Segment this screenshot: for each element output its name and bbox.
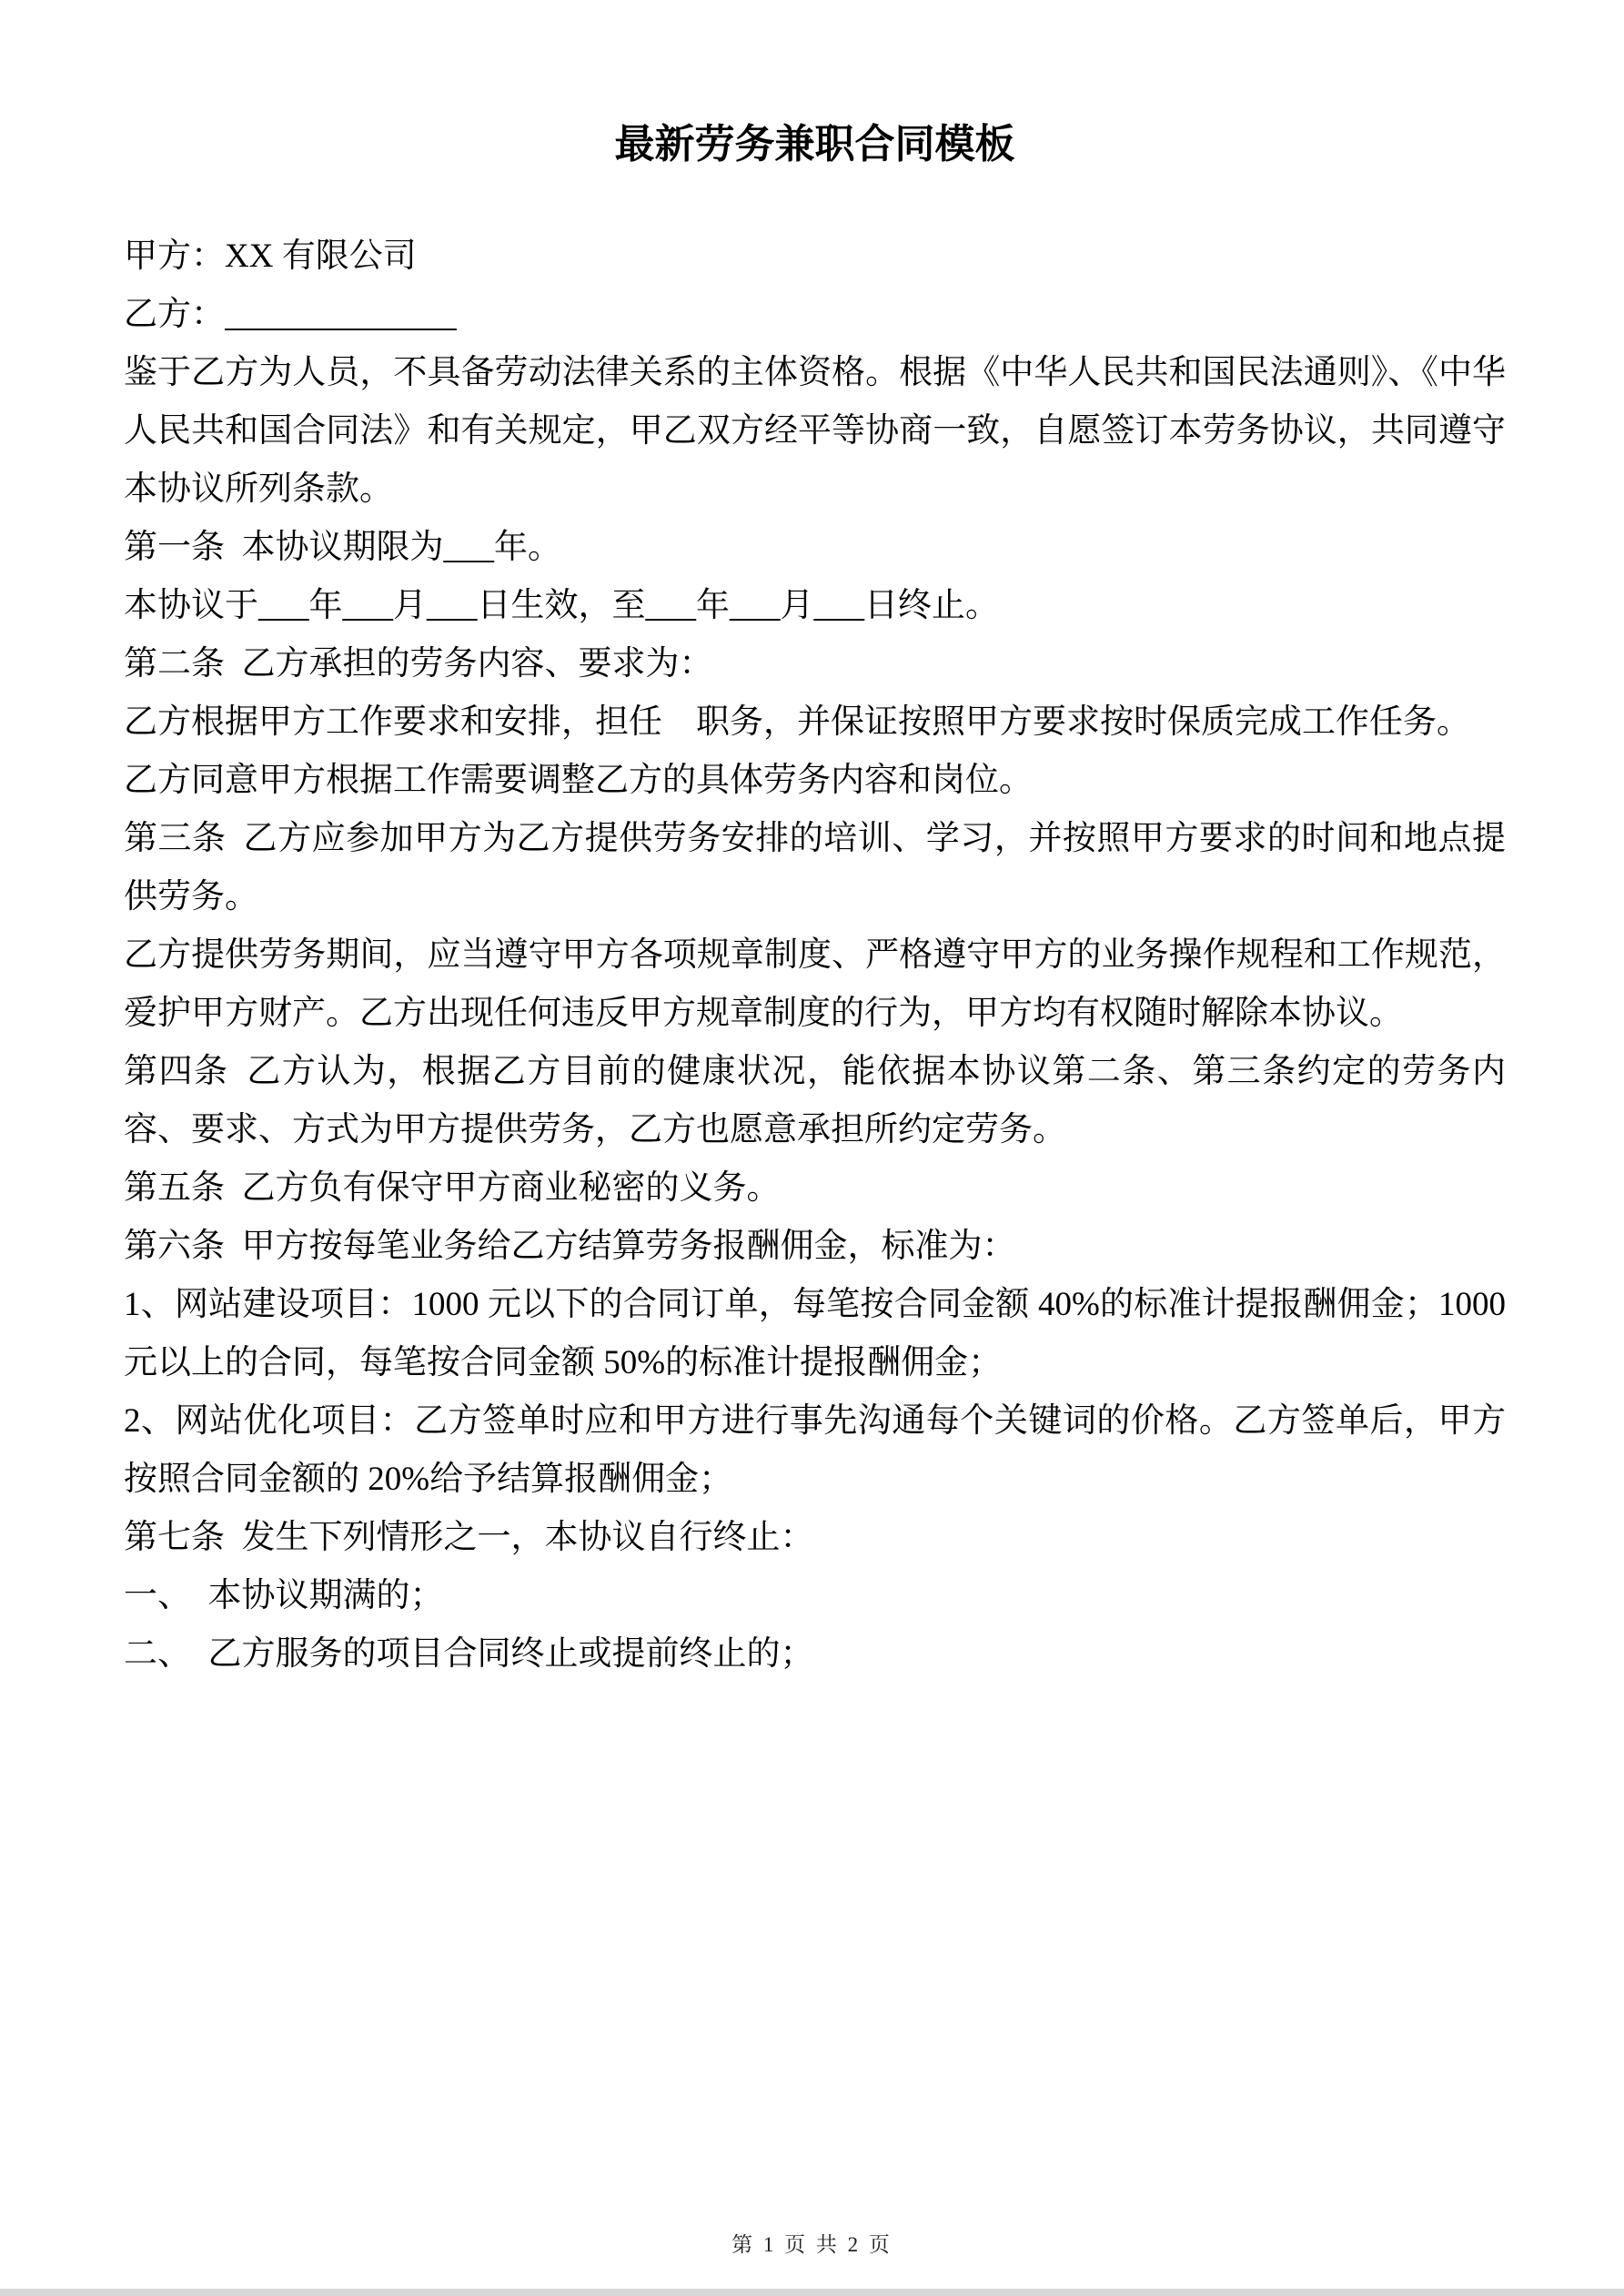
clause-2-heading: 第二条 乙方承担的劳务内容、要求为：	[124, 645, 713, 683]
clause-6-heading: 第六条 甲方按每笔业务给乙方结算劳务报酬佣金，标准为：	[124, 1228, 1016, 1265]
clause-1-heading: 第一条 本协议期限为___年。	[124, 529, 561, 566]
party-a-line: 甲方：XX 有限公司	[124, 238, 417, 275]
clause-3-rules-paragraph: 乙方提供劳务期间，应当遵守甲方各项规章制度、严格遵守甲方的业务操作规程和工作规范，爱护甲方财产。乙方出现任何违反甲方规章制度的行为，甲方均有权随时解除本协议。	[124, 936, 1506, 1032]
party-b-label: 乙方：	[124, 296, 225, 333]
preamble-paragraph: 鉴于乙方为人员，不具备劳动法律关系的主体资格。根据《中华人民共和国民法通则》、《中华人民共和国合同法》和有关规定，甲乙双方经平等协商一致，自愿签订本劳务协议，共同遵守本协议所列条款。	[124, 354, 1506, 508]
party-b-blank-line	[225, 301, 457, 330]
clause-5-paragraph: 第五条 乙方负有保守甲方商业秘密的义务。	[124, 1169, 781, 1207]
page-number-footer: 第 1 页 共 2 页	[731, 2233, 893, 2256]
page-bottom-edge	[0, 2289, 1624, 2296]
clause-1-term-line: 本协议于___年___月___日生效，至___年___月___日终止。	[124, 587, 999, 624]
clause-6-item-1: 1、网站建设项目：1000 元以下的合同订单，每笔按合同金额 40%的标准计提报酬佣金；1000 元以上的合同，每笔按合同金额 50%的标准计提报酬佣金；	[124, 1286, 1506, 1381]
clause-6-item-2: 2、网站优化项目：乙方签单时应和甲方进行事先沟通每个关键词的价格。乙方签单后，甲方按照合同金额的 20%给予结算报酬佣金；	[124, 1402, 1506, 1498]
party-b-line	[124, 286, 1506, 344]
clause-4-paragraph: 第四条 乙方认为，根据乙方目前的健康状况，能依据本协议第二条、第三条约定的劳务内容、要求、方式为甲方提供劳务，乙方也愿意承担所约定劳务。	[124, 1053, 1506, 1148]
clause-2-adjust-paragraph: 乙方同意甲方根据工作需要调整乙方的具体劳务内容和岗位。	[124, 762, 1033, 799]
clause-7-item-2: 二、 乙方服务的项目合同终止或提前终止的；	[124, 1635, 814, 1673]
clause-7-item-1: 一、 本协议期满的；	[124, 1577, 444, 1614]
document-title: 最新劳务兼职合同模板	[614, 122, 1015, 167]
clause-2-duty-paragraph: 乙方根据甲方工作要求和安排，担任 职务，并保证按照甲方要求按时保质完成工作任务。	[124, 703, 1470, 741]
clause-3-heading: 第三条 乙方应参加甲方为乙方提供劳务安排的培训、学习，并按照甲方要求的时间和地点提供劳务。	[124, 820, 1506, 915]
clause-7-heading: 第七条 发生下列情形之一，本协议自行终止：	[124, 1519, 814, 1556]
